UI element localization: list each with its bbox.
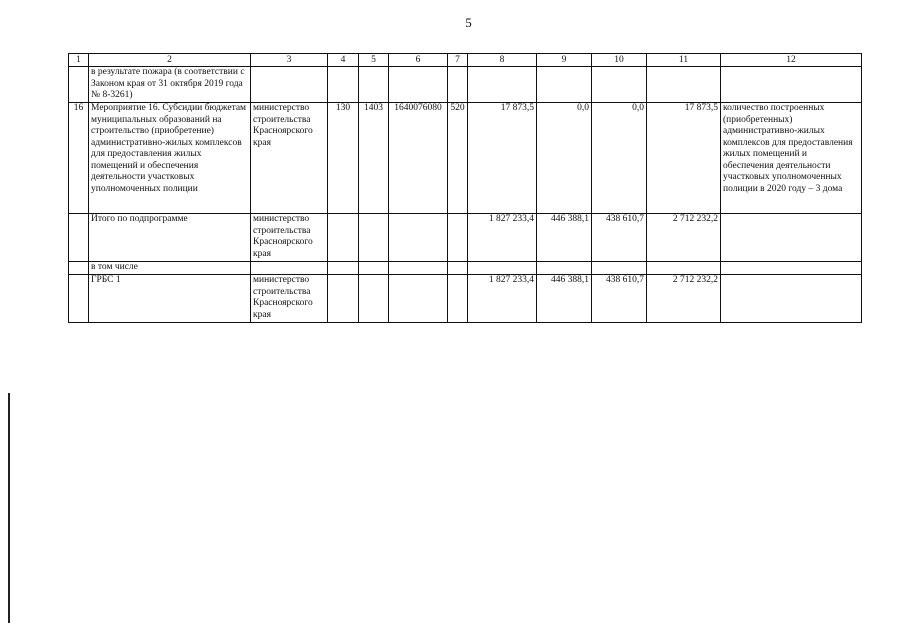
header-cell: 4 xyxy=(328,54,359,67)
description-cell: Мероприятие 16. Субсидии бюджетам муниципальных образований на строительство (приобретение) административно-жилых комплексов для предоставления жилых помещений и обеспечения деятельности участковых уполномоченных полиции xyxy=(89,103,251,214)
header-cell: 12 xyxy=(721,54,862,67)
header-cell: 2 xyxy=(89,54,251,67)
header-cell: 7 xyxy=(448,54,468,67)
amount-cell: 17 873,5 xyxy=(468,103,537,214)
amount-cell: 2 712 232,2 xyxy=(647,275,721,323)
amount-cell xyxy=(592,67,647,103)
amount-cell: 0,0 xyxy=(537,103,592,214)
executor-cell: министерство строительства Красноярского края xyxy=(251,214,328,262)
code-cell: 520 xyxy=(448,103,468,214)
code-cell xyxy=(389,67,448,103)
header-cell: 6 xyxy=(389,54,448,67)
header-cell: 8 xyxy=(468,54,537,67)
scan-margin-line xyxy=(8,393,10,623)
row-number-cell xyxy=(69,275,89,323)
table-row xyxy=(69,103,862,214)
header-cell: 9 xyxy=(537,54,592,67)
description-cell: в результате пожара (в соответствии с Законом края от 31 октября 2019 года № 8-3261) xyxy=(89,67,251,103)
code-cell xyxy=(359,262,389,275)
amount-cell: 438 610,7 xyxy=(592,214,647,262)
code-cell xyxy=(328,67,359,103)
code-cell xyxy=(389,275,448,323)
row-number-cell: 16 xyxy=(69,103,89,214)
code-cell xyxy=(328,262,359,275)
result-cell xyxy=(721,214,862,262)
amount-cell: 446 388,1 xyxy=(537,214,592,262)
description-cell: ГРБС 1 xyxy=(89,275,251,323)
table-row xyxy=(69,275,862,323)
amount-cell xyxy=(468,262,537,275)
row-number-cell xyxy=(69,67,89,103)
row-number-cell xyxy=(69,262,89,275)
code-cell xyxy=(359,275,389,323)
table-row xyxy=(69,67,862,103)
page-number: 5 xyxy=(465,15,472,30)
result-cell: количество построенных (приобретенных) административно-жилых комплексов для предоставления жилых помещений и обеспечения деятельности участковых уполномоченных полиции в 2020 году – 3 дома xyxy=(721,103,862,214)
code-cell xyxy=(328,275,359,323)
amount-cell: 446 388,1 xyxy=(537,275,592,323)
code-cell xyxy=(448,214,468,262)
code-cell xyxy=(389,262,448,275)
code-cell xyxy=(448,67,468,103)
header-cell: 3 xyxy=(251,54,328,67)
code-cell xyxy=(359,214,389,262)
row-number-cell xyxy=(69,214,89,262)
description-cell: в том числе xyxy=(89,262,251,275)
amount-cell: 1 827 233,4 xyxy=(468,275,537,323)
header-cell: 1 xyxy=(69,54,89,67)
amount-cell: 1 827 233,4 xyxy=(468,214,537,262)
amount-cell xyxy=(647,67,721,103)
header-cell: 11 xyxy=(647,54,721,67)
header-row xyxy=(69,54,862,67)
code-cell xyxy=(448,262,468,275)
result-cell xyxy=(721,275,862,323)
amount-cell xyxy=(647,262,721,275)
executor-cell xyxy=(251,262,328,275)
code-cell: 1403 xyxy=(359,103,389,214)
code-cell xyxy=(328,214,359,262)
header-cell: 10 xyxy=(592,54,647,67)
description-cell: Итого по подпрограмме xyxy=(89,214,251,262)
code-cell xyxy=(448,275,468,323)
amount-cell xyxy=(537,67,592,103)
executor-cell: министерство строительства Красноярского края xyxy=(251,103,328,214)
amount-cell xyxy=(537,262,592,275)
code-cell xyxy=(389,214,448,262)
code-cell xyxy=(359,67,389,103)
amount-cell: 0,0 xyxy=(592,103,647,214)
table-row xyxy=(69,262,862,275)
code-cell: 1640076080 xyxy=(389,103,448,214)
table-row xyxy=(69,214,862,262)
amount-cell: 2 712 232,2 xyxy=(647,214,721,262)
amount-cell: 438 610,7 xyxy=(592,275,647,323)
header-cell: 5 xyxy=(359,54,389,67)
result-cell xyxy=(721,67,862,103)
amount-cell: 17 873,5 xyxy=(647,103,721,214)
code-cell: 130 xyxy=(328,103,359,214)
executor-cell xyxy=(251,67,328,103)
amount-cell xyxy=(592,262,647,275)
executor-cell: министерство строительства Красноярского края xyxy=(251,275,328,323)
budget-table xyxy=(68,53,862,323)
amount-cell xyxy=(468,67,537,103)
result-cell xyxy=(721,262,862,275)
